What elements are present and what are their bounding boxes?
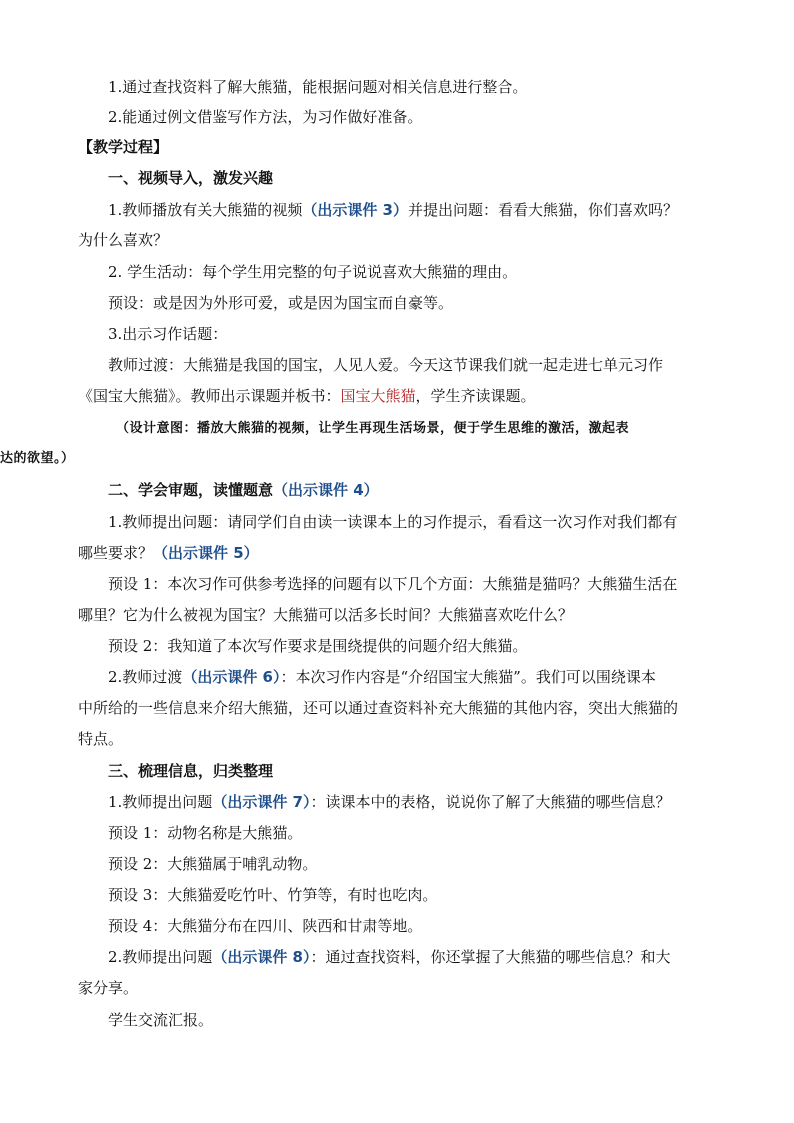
text: 2.教师提出问题 — [108, 948, 213, 966]
section-2-para-8: 特点。 — [78, 730, 124, 748]
courseware-ref: （出示课件 4） — [273, 481, 379, 499]
section-3-para-6 — [108, 947, 794, 967]
lesson-title-highlight: 国宝大熊猫 — [340, 387, 416, 405]
courseware-ref: （出示课件 6） — [182, 668, 281, 686]
text: 《国宝大熊猫》。教师出示课题并板书： — [78, 387, 341, 405]
section-2-para-4: 哪里？它为什么被视为国宝？大熊猫可以活多长时间？大熊猫喜欢吃什么？ — [78, 606, 574, 624]
text: ：通过查找资料，你还掌握了大熊猫的哪些信息？和大 — [310, 948, 671, 966]
section-2-title — [108, 480, 794, 500]
courseware-ref: （出示课件 3） — [302, 201, 408, 219]
objective-2: 2.能通过例文借鉴写作方法，为习作做好准备。 — [108, 108, 423, 126]
design-intent-1: （设计意图：播放大熊猫的视频，让学生再现生活场景，便于学生思维的激活，激起表 — [116, 421, 630, 436]
text: 哪些要求？ — [78, 544, 154, 562]
section-2-para-5: 预设 2：我知道了本次写作要求是围绕提供的问题介绍大熊猫。 — [108, 637, 528, 655]
section-1-title: 一、视频导入，激发兴趣 — [108, 169, 274, 187]
text: ：本次习作内容是“介绍国宝大熊猫”。我们可以围绕课本 — [280, 668, 656, 686]
objective-1: 1.通过查找资料了解大熊猫，能根据问题对相关信息进行整合。 — [108, 78, 528, 96]
text: 二、学会审题，读懂题意 — [108, 481, 274, 499]
section-1-para-1-cont: 为什么喜欢？ — [78, 231, 169, 249]
section-3-para-5: 预设 4：大熊猫分布在四川、陕西和甘肃等地。 — [108, 917, 423, 935]
courseware-ref: （出示课件 8） — [212, 948, 311, 966]
text: 2.教师过渡 — [108, 668, 183, 686]
text: ：读课本中的表格，说说你了解了大熊猫的哪些信息？ — [310, 793, 671, 811]
section-3-title: 三、梳理信息，归类整理 — [108, 762, 274, 780]
text: 并提出问题：看看大熊猫，你们喜欢吗？ — [408, 201, 679, 219]
section-1-para-3: 预设：或是因为外形可爱，或是因为国宝而自豪等。 — [108, 294, 454, 312]
section-1-para-2: 2. 学生活动：每个学生用完整的句子说说喜欢大熊猫的理由。 — [108, 263, 518, 281]
section-3-para-1 — [108, 792, 794, 812]
process-title: 【教学过程】 — [78, 138, 169, 156]
design-intent-2: 达的欲望。） — [0, 451, 75, 466]
section-2-para-6 — [108, 667, 794, 687]
section-3-para-8: 学生交流汇报。 — [108, 1011, 214, 1029]
section-3-para-7: 家分享。 — [78, 979, 139, 997]
section-2-para-2 — [78, 543, 794, 563]
section-1-para-6 — [78, 386, 794, 406]
section-3-para-3: 预设 2：大熊猫属于哺乳动物。 — [108, 855, 318, 873]
section-2-para-7: 中所给的一些信息来介绍大熊猫，还可以通过查资料补充大熊猫的其他内容，突出大熊猫的 — [78, 699, 679, 717]
section-2-para-1: 1.教师提出问题：请同学们自由读一读课本上的习作提示，看看这一次习作对我们都有 — [108, 513, 678, 531]
text: 1.教师播放有关大熊猫的视频 — [108, 201, 303, 219]
section-3-para-4: 预设 3：大熊猫爱吃竹叶、竹笋等，有时也吃肉。 — [108, 886, 438, 904]
text: 1.教师提出问题 — [108, 793, 213, 811]
courseware-ref: （出示课件 5） — [153, 544, 259, 562]
courseware-ref: （出示课件 7） — [212, 793, 311, 811]
text: ，学生齐读课题。 — [415, 387, 536, 405]
section-1-para-5: 教师过渡：大熊猫是我国的国宝，人见人爱。今天这节课我们就一起走进七单元习作 — [108, 356, 664, 374]
section-1-para-4: 3.出示习作话题： — [108, 325, 228, 343]
section-1-para-1 — [108, 200, 794, 220]
section-3-para-2: 预设 1：动物名称是大熊猫。 — [108, 824, 303, 842]
section-2-para-3: 预设 1：本次习作可供参考选择的问题有以下几个方面：大熊猫是猫吗？大熊猫生活在 — [108, 575, 678, 593]
